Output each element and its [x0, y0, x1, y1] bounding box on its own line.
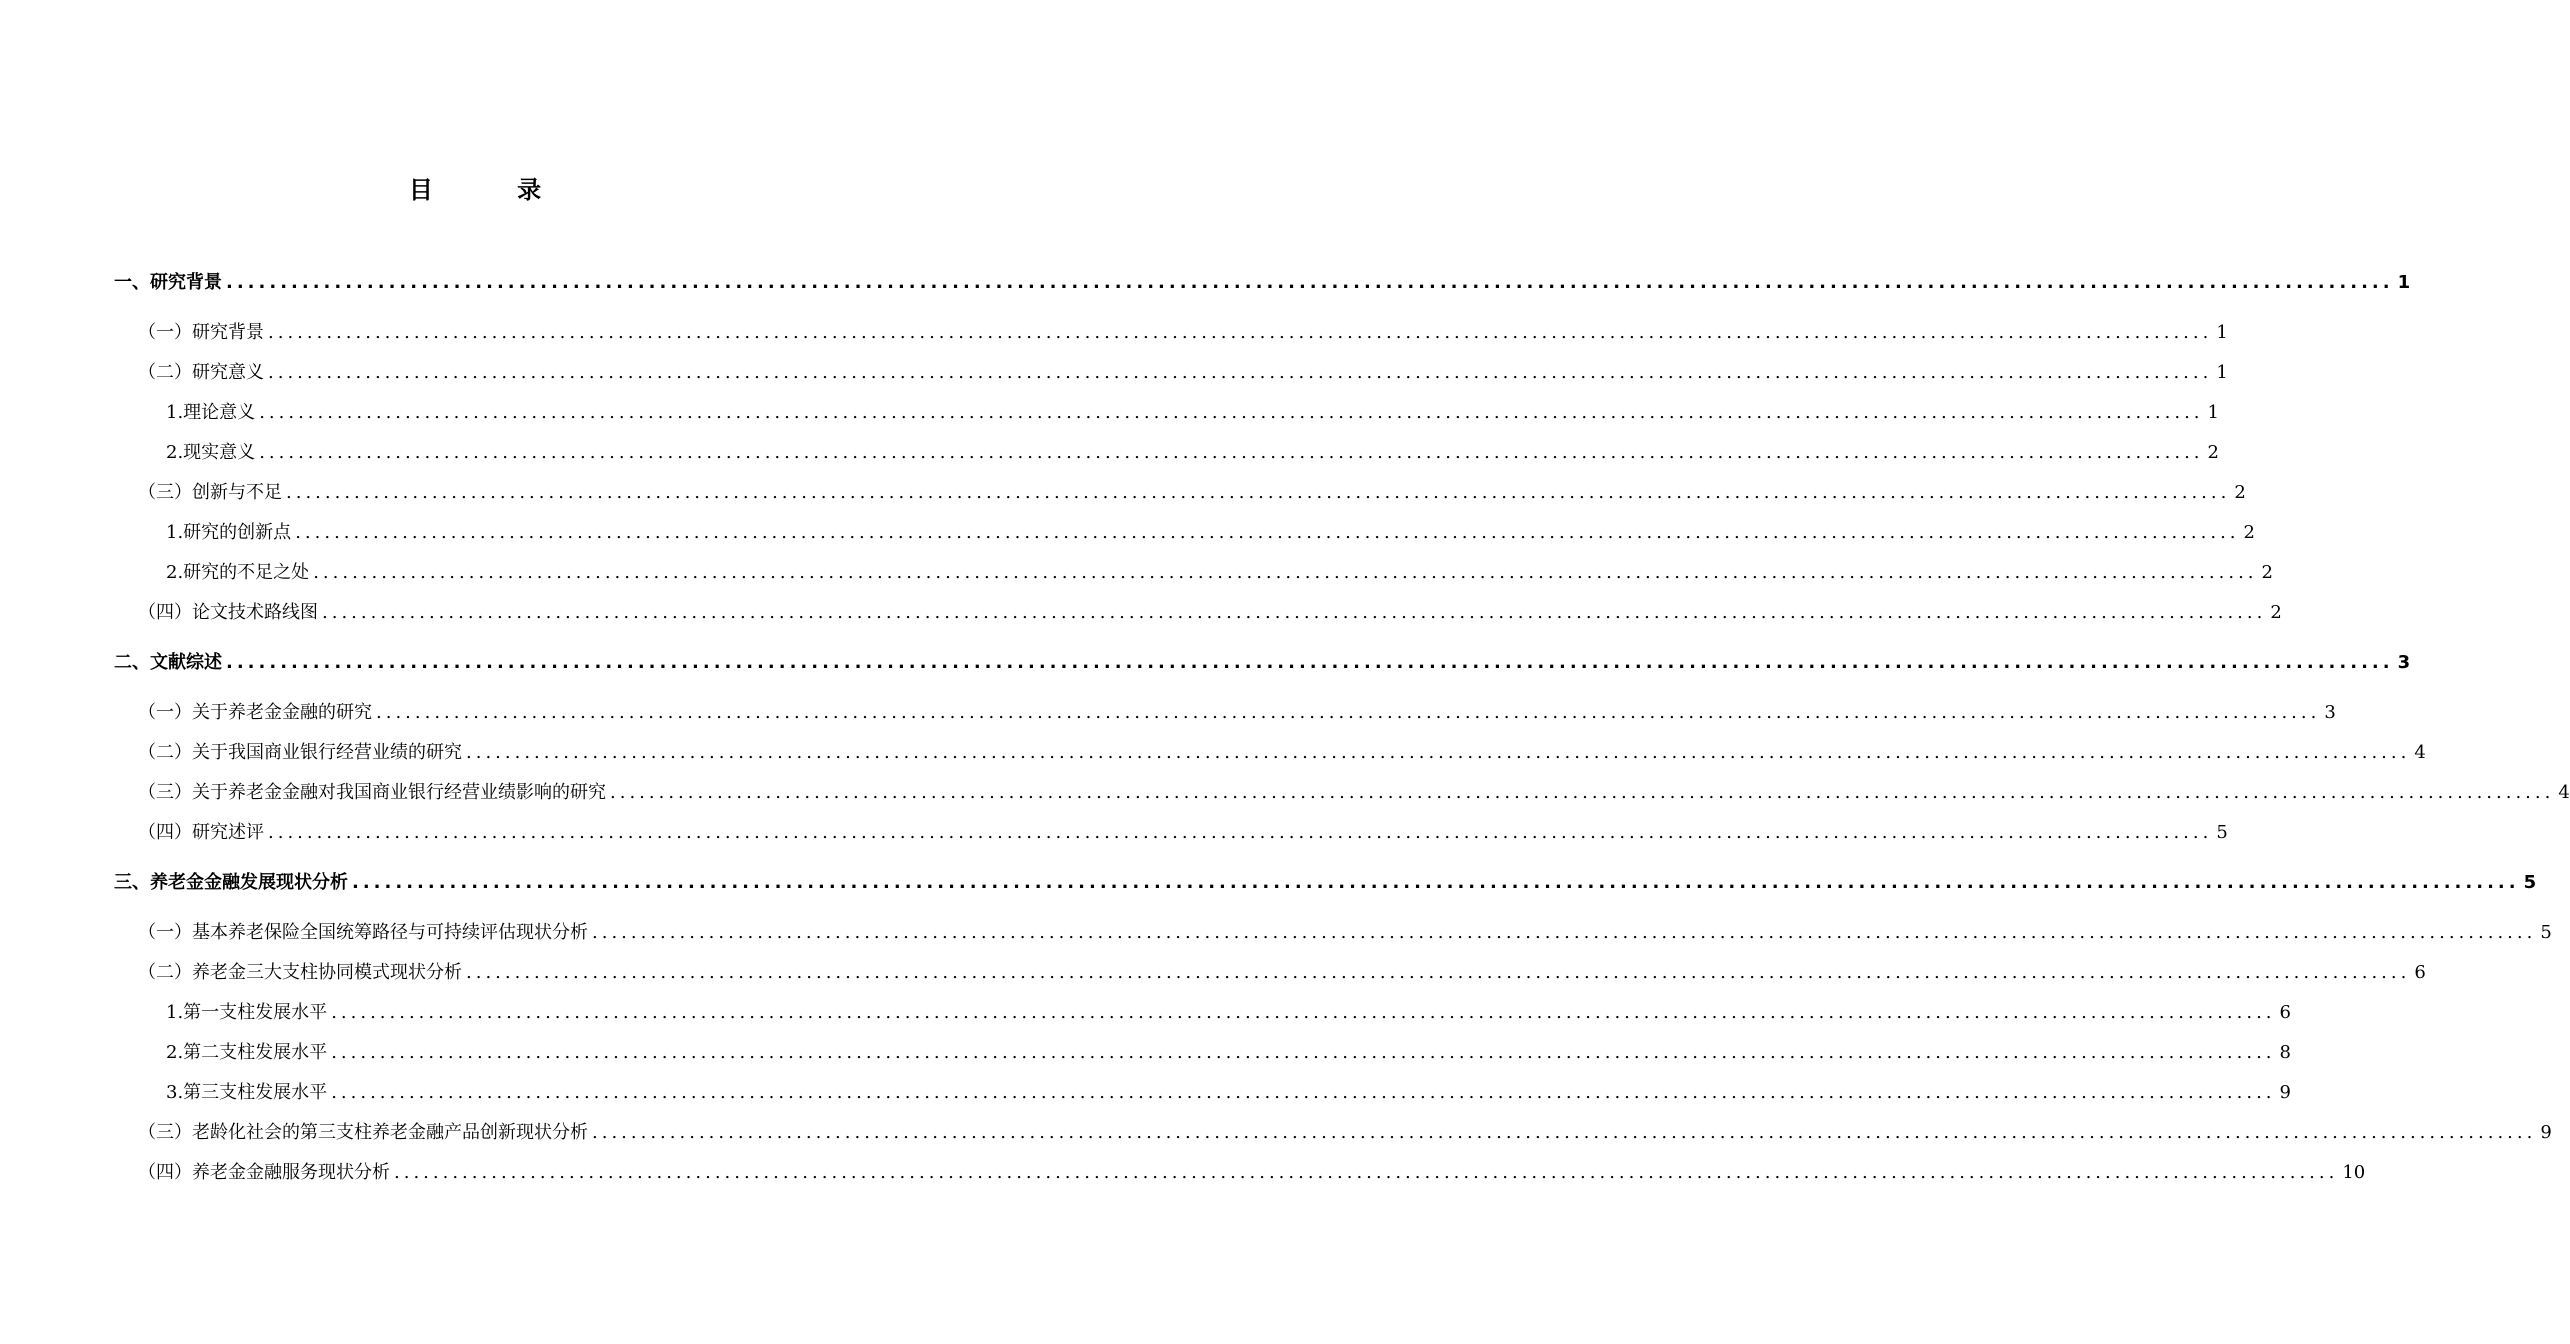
- toc-page-number: 1: [2216, 322, 2228, 343]
- toc-dot-leader: ........................................................................................................................................................................................................: [259, 402, 2204, 423]
- toc-page-number: 5: [2540, 922, 2552, 943]
- toc-dot-leader: ........................................................................................................................................................................................................: [268, 362, 2213, 383]
- toc-dot-leader: ........................................................................................................................................................................................................: [322, 602, 2267, 623]
- toc-entry-label: 一、研究背景: [114, 272, 222, 293]
- toc-entry[interactable]: [0, 1158, 2366, 1188]
- toc-entry-label: （三）关于养老金金融对我国商业银行经营业绩影响的研究: [138, 782, 606, 803]
- toc-entry[interactable]: [0, 998, 2291, 1028]
- toc-title: 目 录: [408, 176, 580, 204]
- toc-entry[interactable]: [0, 868, 2537, 898]
- toc-entry-label: （一）基本养老保险全国统筹路径与可持续评估现状分析: [138, 922, 588, 943]
- toc-entry[interactable]: [0, 738, 2426, 768]
- toc-entry-label: （二）养老金三大支柱协同模式现状分析: [138, 962, 462, 983]
- toc-entry-label: 1.研究的创新点: [166, 522, 292, 543]
- toc-entry-label: （三）创新与不足: [138, 482, 282, 503]
- toc-page-number: 9: [2279, 1082, 2291, 1103]
- toc-dot-leader: ........................................................................................................................................................................................................: [226, 272, 2394, 293]
- toc-page-number: 1: [2397, 272, 2411, 293]
- toc-dot-leader: ........................................................................................................................................................................................................: [466, 962, 2411, 983]
- toc-dot-leader: ........................................................................................................................................................................................................: [286, 482, 2231, 503]
- toc-entry[interactable]: [0, 818, 2228, 848]
- toc-page-number: 2: [2261, 562, 2273, 583]
- toc-entry-label: （二）关于我国商业银行经营业绩的研究: [138, 742, 462, 763]
- toc-entry[interactable]: [0, 918, 2552, 948]
- toc-dot-leader: ........................................................................................................................................................................................................: [331, 1082, 2276, 1103]
- toc-dot-leader: ........................................................................................................................................................................................................: [352, 872, 2520, 893]
- toc-dot-leader: ........................................................................................................................................................................................................: [268, 322, 2213, 343]
- toc-entry-label: 1.理论意义: [166, 402, 256, 423]
- toc-entry[interactable]: [0, 478, 2246, 508]
- toc-entry-label: （四）养老金金融服务现状分析: [138, 1162, 390, 1183]
- toc-dot-leader: ........................................................................................................................................................................................................: [592, 922, 2537, 943]
- toc-entry[interactable]: [0, 398, 2219, 428]
- toc-page-number: 6: [2279, 1002, 2291, 1023]
- toc-entry[interactable]: [0, 1038, 2291, 1068]
- toc-page-number: 5: [2523, 872, 2537, 893]
- toc-page-number: 3: [2324, 702, 2336, 723]
- toc-entry[interactable]: [0, 698, 2336, 728]
- toc-entry[interactable]: [0, 318, 2228, 348]
- toc-page-number: 10: [2342, 1162, 2366, 1183]
- toc-entry[interactable]: [0, 778, 2570, 808]
- toc-entry-label: 2.第二支柱发展水平: [166, 1042, 328, 1063]
- toc-dot-leader: ........................................................................................................................................................................................................: [268, 822, 2213, 843]
- toc-page-number: 1: [2216, 362, 2228, 383]
- toc-entry[interactable]: [0, 358, 2228, 388]
- toc-entry-label: （一）关于养老金金融的研究: [138, 702, 372, 723]
- toc-page-number: 3: [2397, 652, 2411, 673]
- toc-entry-label: 1.第一支柱发展水平: [166, 1002, 328, 1023]
- toc-page-number: 5: [2216, 822, 2228, 843]
- toc-entry-label: （四）论文技术路线图: [138, 602, 318, 623]
- toc-entry[interactable]: [0, 518, 2255, 548]
- toc-page-number: 6: [2414, 962, 2426, 983]
- toc-dot-leader: ........................................................................................................................................................................................................: [331, 1002, 2276, 1023]
- toc-page-number: 2: [2207, 442, 2219, 463]
- toc-dot-leader: ........................................................................................................................................................................................................: [331, 1042, 2276, 1063]
- toc-entry-label: 二、文献综述: [114, 652, 222, 673]
- toc-page-number: 9: [2540, 1122, 2552, 1143]
- toc-entry-label: 2.现实意义: [166, 442, 256, 463]
- toc-entry[interactable]: [0, 1078, 2291, 1108]
- toc-dot-leader: ........................................................................................................................................................................................................: [295, 522, 2240, 543]
- toc-page-number: 4: [2558, 782, 2570, 803]
- toc-dot-leader: ........................................................................................................................................................................................................: [313, 562, 2258, 583]
- toc-dot-leader: ........................................................................................................................................................................................................: [226, 652, 2394, 673]
- toc-page-number: 2: [2234, 482, 2246, 503]
- toc-entry-label: （四）研究述评: [138, 822, 264, 843]
- toc-dot-leader: ........................................................................................................................................................................................................: [610, 782, 2555, 803]
- toc-entry-label: 3.第三支柱发展水平: [166, 1082, 328, 1103]
- toc-entry[interactable]: [0, 1118, 2552, 1148]
- toc-dot-leader: ........................................................................................................................................................................................................: [394, 1162, 2339, 1183]
- toc-entry-label: （一）研究背景: [138, 322, 264, 343]
- toc-entry-label: （三）老龄化社会的第三支柱养老金融产品创新现状分析: [138, 1122, 588, 1143]
- toc-page-number: 8: [2279, 1042, 2291, 1063]
- toc-page-number: 4: [2414, 742, 2426, 763]
- toc-dot-leader: ........................................................................................................................................................................................................: [259, 442, 2204, 463]
- toc-entry-label: （二）研究意义: [138, 362, 264, 383]
- toc-entry[interactable]: [0, 598, 2282, 628]
- toc-entry[interactable]: [0, 558, 2273, 588]
- toc-entry[interactable]: [0, 268, 2411, 298]
- toc-entry-label: 三、养老金金融发展现状分析: [114, 872, 348, 893]
- toc-page-number: 1: [2207, 402, 2219, 423]
- toc-entry[interactable]: [0, 648, 2411, 678]
- toc-dot-leader: ........................................................................................................................................................................................................: [592, 1122, 2537, 1143]
- toc-entry[interactable]: [0, 438, 2219, 468]
- toc-page-number: 2: [2270, 602, 2282, 623]
- toc-dot-leader: ........................................................................................................................................................................................................: [466, 742, 2411, 763]
- toc-entry-label: 2.研究的不足之处: [166, 562, 310, 583]
- toc-dot-leader: ........................................................................................................................................................................................................: [376, 702, 2321, 723]
- toc-entry[interactable]: [0, 958, 2426, 988]
- toc-page-number: 2: [2243, 522, 2255, 543]
